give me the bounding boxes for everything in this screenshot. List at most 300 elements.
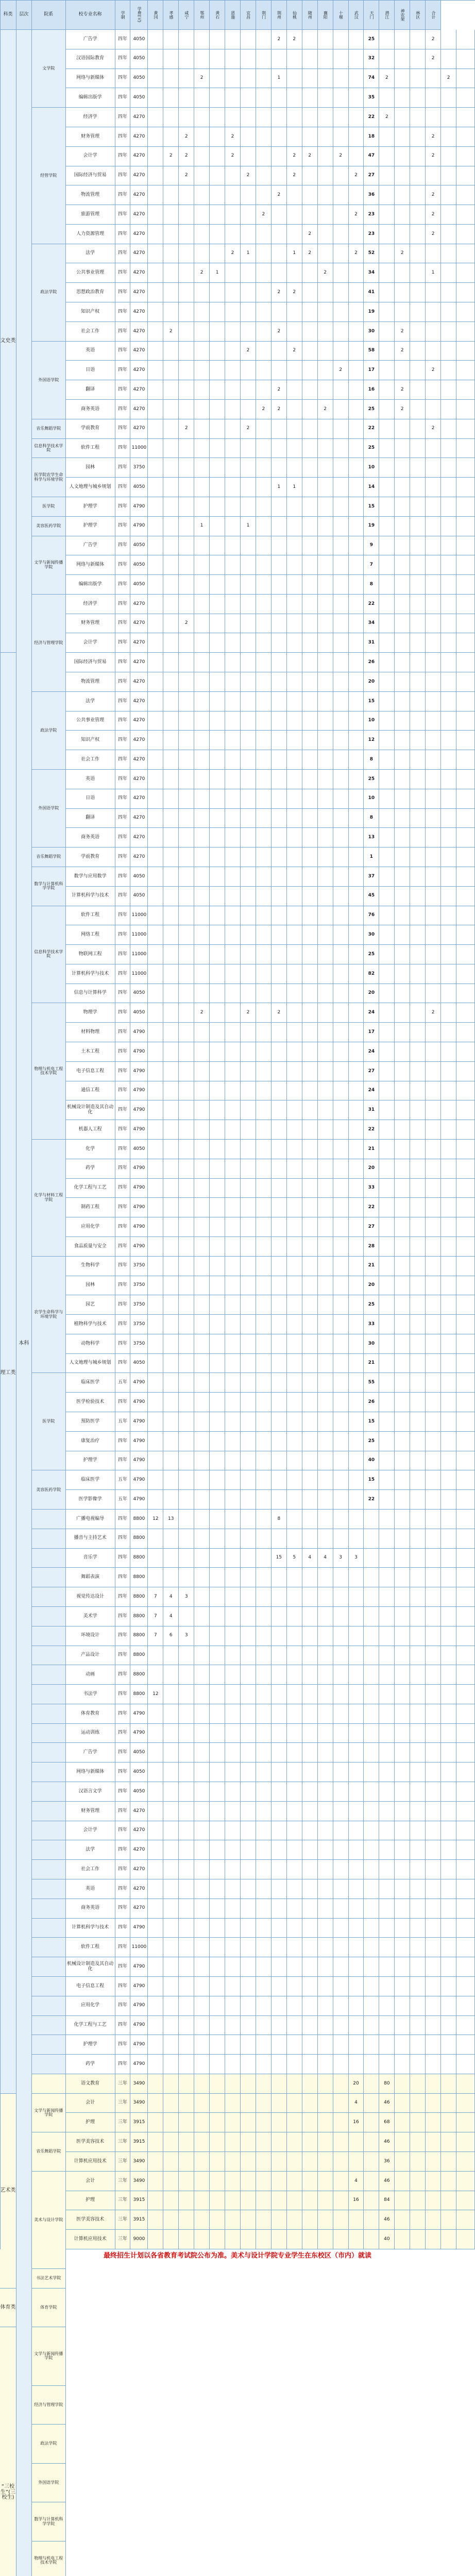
quota-cell xyxy=(395,789,410,809)
quota-cell xyxy=(256,1996,272,2016)
quota-cell xyxy=(333,770,349,789)
quota-cell xyxy=(349,809,364,828)
study-length: 四年 xyxy=(115,1782,131,1802)
quota-cell xyxy=(318,750,333,770)
quota-cell xyxy=(256,536,272,556)
quota-cell xyxy=(333,555,349,575)
study-length: 四年 xyxy=(115,1062,131,1081)
dept: 文学与新闻传播学院 xyxy=(32,536,66,595)
quota-cell xyxy=(241,1062,256,1081)
quota-cell xyxy=(426,1549,441,1568)
tuition-fee: 4270 xyxy=(130,322,148,342)
quota-cell xyxy=(441,925,456,945)
quota-cell xyxy=(179,2172,194,2191)
quota-cell xyxy=(163,1782,179,1802)
quota-cell xyxy=(426,1140,441,1159)
quota-cell xyxy=(163,1977,179,1996)
major-name: 人文地理与城乡规划 xyxy=(66,1354,115,1374)
quota-cell xyxy=(163,1470,179,1490)
quota-cell xyxy=(426,906,441,926)
study-length: 四年 xyxy=(115,809,131,828)
quota-cell xyxy=(241,361,256,380)
study-length: 四年 xyxy=(115,653,131,672)
quota-cell xyxy=(441,1295,456,1315)
quota-cell xyxy=(163,1062,179,1081)
quota-cell: 24 xyxy=(364,1042,379,1062)
quota-cell xyxy=(441,458,456,478)
tuition-fee: 4270 xyxy=(130,711,148,731)
major-name: 美术学 xyxy=(66,1607,115,1626)
quota-cell xyxy=(148,595,163,614)
quota-cell xyxy=(302,380,318,400)
quota-cell xyxy=(241,1295,256,1315)
quota-cell xyxy=(194,555,210,575)
quota-cell xyxy=(241,1607,256,1626)
dept-blank xyxy=(32,1977,66,1996)
major-name: 应用化学 xyxy=(66,1996,115,2016)
quota-cell: 17 xyxy=(364,361,379,380)
major-name: 园艺 xyxy=(66,1295,115,1315)
major-name: 计算机应用技术 xyxy=(66,2152,115,2172)
quota-cell xyxy=(441,2016,456,2036)
quota-cell xyxy=(241,1665,256,1685)
quota-cell xyxy=(456,322,475,342)
quota-cell xyxy=(256,828,272,848)
quota-cell xyxy=(194,1490,210,1510)
quota-cell xyxy=(456,1354,475,1374)
tuition-fee: 8800 xyxy=(130,1646,148,1666)
quota-cell: 30 xyxy=(364,322,379,342)
dept: 政法学院 xyxy=(32,2425,66,2464)
quota-cell xyxy=(287,1938,302,1957)
quota-cell xyxy=(163,1996,179,2016)
quota-cell: 2 xyxy=(318,400,333,419)
quota-cell xyxy=(225,263,241,283)
quota-cell xyxy=(287,1393,302,1412)
quota-cell xyxy=(441,1315,456,1334)
quota-cell xyxy=(287,1626,302,1646)
dept: 音乐舞蹈学院 xyxy=(32,848,66,867)
quota-cell xyxy=(379,2055,395,2074)
quota-cell xyxy=(272,1919,287,1938)
quota-cell xyxy=(456,555,475,575)
quota-cell xyxy=(302,419,318,439)
quota-cell xyxy=(379,1607,395,1626)
quota-cell xyxy=(272,575,287,595)
quota-cell xyxy=(287,672,302,692)
study-length: 四年 xyxy=(115,555,131,575)
quota-cell xyxy=(225,750,241,770)
quota-cell xyxy=(302,555,318,575)
quota-cell xyxy=(210,1646,225,1666)
quota-cell xyxy=(426,1451,441,1471)
quota-cell xyxy=(179,1646,194,1666)
quota-cell xyxy=(410,867,426,887)
quota-cell xyxy=(225,1782,241,1802)
quota-cell xyxy=(163,1938,179,1957)
tuition-fee: 3490 xyxy=(130,2152,148,2172)
quota-cell xyxy=(456,1977,475,1996)
quota-cell xyxy=(318,69,333,89)
quota-cell xyxy=(163,1003,179,1023)
quota-cell xyxy=(256,2055,272,2074)
quota-cell xyxy=(194,2191,210,2211)
quota-cell: 36 xyxy=(364,185,379,205)
quota-cell xyxy=(163,166,179,186)
quota-cell xyxy=(194,1023,210,1042)
quota-cell xyxy=(179,1217,194,1237)
quota-cell xyxy=(225,361,241,380)
study-length: 四年 xyxy=(115,1159,131,1179)
quota-cell xyxy=(410,1957,426,1977)
quota-cell xyxy=(410,1607,426,1626)
quota-cell xyxy=(241,1470,256,1490)
quota-cell xyxy=(456,1237,475,1257)
quota-cell xyxy=(287,1081,302,1101)
quota-cell xyxy=(302,731,318,750)
major-name: 商务英语 xyxy=(66,1899,115,1919)
quota-cell xyxy=(179,185,194,205)
study-length: 四年 xyxy=(115,770,131,789)
quota-cell xyxy=(410,2035,426,2055)
quota-cell xyxy=(333,458,349,478)
study-length: 四年 xyxy=(115,205,131,225)
quota-cell xyxy=(148,1295,163,1315)
quota-cell xyxy=(456,147,475,166)
quota-cell xyxy=(179,575,194,595)
quota-cell xyxy=(287,731,302,750)
quota-cell xyxy=(287,49,302,69)
quota-cell xyxy=(349,770,364,789)
quota-cell xyxy=(441,2152,456,2172)
major-name: 广播电视编导 xyxy=(66,1510,115,1529)
quota-cell xyxy=(456,1568,475,1587)
study-length: 四年 xyxy=(115,848,131,867)
quota-cell xyxy=(318,1023,333,1042)
study-length: 四年 xyxy=(115,1217,131,1237)
quota-cell xyxy=(241,88,256,108)
quota-cell xyxy=(379,1724,395,1743)
quota-cell xyxy=(163,2016,179,2036)
quota-cell xyxy=(333,1470,349,1490)
quota-cell xyxy=(179,2210,194,2230)
quota-cell xyxy=(426,750,441,770)
quota-cell xyxy=(426,517,441,536)
quota-cell: 33 xyxy=(364,1315,379,1334)
column-header: 宜昌 xyxy=(241,0,256,30)
quota-cell xyxy=(318,1529,333,1549)
quota-cell xyxy=(225,1840,241,1860)
quota-cell xyxy=(194,1315,210,1334)
quota-cell xyxy=(349,1042,364,1062)
quota-cell: 2 xyxy=(287,342,302,361)
quota-cell xyxy=(287,2016,302,2036)
quota-cell xyxy=(349,1140,364,1159)
study-length: 四年 xyxy=(115,1257,131,1276)
quota-cell xyxy=(395,633,410,653)
tuition-fee: 4790 xyxy=(130,1919,148,1938)
quota-cell xyxy=(318,1821,333,1841)
quota-cell: 21 xyxy=(364,1257,379,1276)
quota-cell xyxy=(287,2035,302,2055)
study-length: 四年 xyxy=(115,789,131,809)
quota-cell xyxy=(179,555,194,575)
quota-cell xyxy=(302,1100,318,1120)
tuition-fee: 3750 xyxy=(130,1315,148,1334)
quota-cell xyxy=(302,108,318,127)
dept: 美容医药学院 xyxy=(32,1470,66,1510)
quota-cell: 55 xyxy=(364,1373,379,1393)
quota-cell xyxy=(256,478,272,497)
quota-cell: 1 xyxy=(241,244,256,264)
quota-cell xyxy=(148,964,163,984)
quota-cell xyxy=(163,575,179,595)
dept: 物理与机电工程技术学院 xyxy=(32,1003,66,1140)
quota-cell xyxy=(395,848,410,867)
quota-cell xyxy=(179,2132,194,2152)
quota-cell xyxy=(426,497,441,517)
quota-cell xyxy=(287,653,302,672)
quota-cell xyxy=(349,906,364,926)
quota-cell xyxy=(333,517,349,536)
quota-cell xyxy=(210,1510,225,1529)
quota-cell xyxy=(179,789,194,809)
quota-cell xyxy=(287,984,302,1004)
quota-cell xyxy=(272,263,287,283)
tuition-fee: 8800 xyxy=(130,1568,148,1587)
quota-cell xyxy=(179,1802,194,1821)
quota-cell xyxy=(302,1003,318,1023)
quota-cell xyxy=(302,2132,318,2152)
quota-cell xyxy=(256,30,272,49)
quota-cell xyxy=(179,1179,194,1198)
quota-cell xyxy=(395,1899,410,1919)
quota-cell xyxy=(163,1081,179,1101)
dept: 信息科学技术学院 xyxy=(32,906,66,1004)
study-length: 四年 xyxy=(115,263,131,283)
quota-cell xyxy=(256,244,272,264)
quota-cell xyxy=(163,2035,179,2055)
quota-cell xyxy=(395,1607,410,1626)
quota-cell xyxy=(241,653,256,672)
quota-cell xyxy=(163,731,179,750)
quota-cell xyxy=(287,2113,302,2132)
quota-cell xyxy=(364,1938,379,1957)
quota-cell xyxy=(241,1373,256,1393)
quota-cell xyxy=(163,1412,179,1432)
quota-cell xyxy=(456,2210,475,2230)
quota-cell xyxy=(456,283,475,302)
quota-cell xyxy=(210,30,225,49)
quota-cell xyxy=(395,925,410,945)
major-name: 人力资源管理 xyxy=(66,225,115,244)
quota-cell xyxy=(163,1704,179,1724)
study-length: 三年 xyxy=(115,2152,131,2172)
quota-cell xyxy=(333,1568,349,1587)
quota-cell xyxy=(426,69,441,89)
quota-cell xyxy=(395,1470,410,1490)
quota-cell xyxy=(318,1568,333,1587)
quota-cell xyxy=(256,1081,272,1101)
quota-cell xyxy=(441,1529,456,1549)
quota-cell xyxy=(333,1802,349,1821)
quota-cell xyxy=(410,1198,426,1217)
quota-cell xyxy=(241,887,256,906)
quota-cell xyxy=(225,1257,241,1276)
quota-cell xyxy=(302,205,318,225)
quota-cell xyxy=(194,1938,210,1957)
quota-cell xyxy=(333,2055,349,2074)
quota-cell xyxy=(395,575,410,595)
quota-cell xyxy=(395,1100,410,1120)
quota-cell xyxy=(410,1276,426,1296)
quota-cell xyxy=(349,1490,364,1510)
quota-cell xyxy=(410,205,426,225)
quota-cell xyxy=(241,1977,256,1996)
quota-cell: 2 xyxy=(302,147,318,166)
quota-cell xyxy=(364,1665,379,1685)
quota-cell xyxy=(241,1549,256,1568)
quota-cell xyxy=(241,302,256,322)
quota-cell xyxy=(456,1393,475,1412)
quota-cell xyxy=(318,225,333,244)
quota-cell xyxy=(148,244,163,264)
quota-cell xyxy=(287,1821,302,1841)
quota-cell xyxy=(426,809,441,828)
quota-cell xyxy=(456,458,475,478)
quota-cell xyxy=(333,478,349,497)
quota-cell xyxy=(364,1762,379,1782)
quota-cell xyxy=(287,633,302,653)
major-name: 日语 xyxy=(66,361,115,380)
quota-cell: 13 xyxy=(163,1510,179,1529)
quota-cell: 2 xyxy=(287,30,302,49)
quota-cell xyxy=(287,828,302,848)
quota-cell xyxy=(349,1996,364,2016)
major-name: 护理 xyxy=(66,2113,115,2132)
quota-cell xyxy=(379,595,395,614)
quota-cell xyxy=(194,2230,210,2249)
quota-cell xyxy=(179,1354,194,1374)
quota-cell xyxy=(225,1919,241,1938)
quota-cell xyxy=(287,2055,302,2074)
quota-cell xyxy=(395,1860,410,1879)
quota-cell xyxy=(441,945,456,964)
quota-cell xyxy=(194,1373,210,1393)
quota-cell xyxy=(272,1802,287,1821)
quota-cell xyxy=(148,692,163,711)
quota-cell xyxy=(210,945,225,964)
quota-cell xyxy=(426,1334,441,1354)
quota-cell xyxy=(225,809,241,828)
quota-cell xyxy=(287,536,302,556)
quota-cell xyxy=(272,1257,287,1276)
quota-cell xyxy=(410,731,426,750)
quota-cell xyxy=(410,1899,426,1919)
quota-cell xyxy=(272,633,287,653)
quota-cell xyxy=(333,2230,349,2249)
quota-cell xyxy=(410,1373,426,1393)
quota-cell xyxy=(318,439,333,459)
major-name: 康复治疗 xyxy=(66,1432,115,1451)
quota-cell xyxy=(379,1646,395,1666)
quota-cell xyxy=(210,1919,225,1938)
quota-cell xyxy=(349,1295,364,1315)
tuition-fee: 4270 xyxy=(130,1879,148,1899)
quota-cell xyxy=(410,1140,426,1159)
quota-cell xyxy=(441,1724,456,1743)
quota-cell xyxy=(225,906,241,926)
quota-cell xyxy=(410,439,426,459)
quota-cell xyxy=(163,964,179,984)
quota-cell xyxy=(287,1840,302,1860)
quota-cell xyxy=(148,302,163,322)
quota-cell xyxy=(179,1568,194,1587)
quota-cell xyxy=(364,1646,379,1666)
quota-cell: 25 xyxy=(364,1432,379,1451)
tuition-fee: 4270 xyxy=(130,633,148,653)
quota-cell xyxy=(426,887,441,906)
quota-cell xyxy=(364,1996,379,2016)
quota-cell xyxy=(179,1003,194,1023)
study-length: 四年 xyxy=(115,49,131,69)
dept-blank xyxy=(32,1996,66,2016)
quota-cell xyxy=(241,906,256,926)
quota-cell xyxy=(379,1179,395,1198)
quota-cell xyxy=(426,711,441,731)
quota-cell xyxy=(349,127,364,147)
quota-cell xyxy=(241,1217,256,1237)
quota-cell xyxy=(395,1159,410,1179)
quota-cell xyxy=(379,1996,395,2016)
quota-cell xyxy=(210,711,225,731)
quota-cell xyxy=(379,770,395,789)
tuition-fee: 4270 xyxy=(130,809,148,828)
quota-cell xyxy=(272,1490,287,1510)
dept-blank xyxy=(32,1665,66,1685)
quota-cell xyxy=(163,848,179,867)
quota-cell xyxy=(225,1626,241,1646)
quota-cell xyxy=(379,1685,395,1704)
quota-cell xyxy=(179,925,194,945)
quota-cell xyxy=(225,1354,241,1374)
quota-cell xyxy=(349,283,364,302)
study-length: 四年 xyxy=(115,1510,131,1529)
quota-cell xyxy=(410,1470,426,1490)
quota-cell xyxy=(456,1470,475,1490)
quota-cell xyxy=(256,302,272,322)
quota-cell xyxy=(302,595,318,614)
quota-cell xyxy=(225,1081,241,1101)
quota-cell xyxy=(302,2191,318,2211)
quota-cell xyxy=(163,69,179,89)
quota-cell xyxy=(302,984,318,1004)
quota-cell xyxy=(272,2094,287,2113)
quota-cell xyxy=(225,1879,241,1899)
quota-cell xyxy=(379,1821,395,1841)
quota-cell xyxy=(241,1315,256,1334)
quota-cell xyxy=(349,1860,364,1879)
quota-cell xyxy=(179,731,194,750)
quota-cell: 1 xyxy=(364,848,379,867)
quota-cell xyxy=(410,458,426,478)
quota-cell xyxy=(441,1179,456,1198)
tuition-fee: 4790 xyxy=(130,1159,148,1179)
quota-cell xyxy=(333,1977,349,1996)
quota-cell xyxy=(272,2035,287,2055)
quota-cell: 2 xyxy=(426,147,441,166)
quota-cell xyxy=(256,1919,272,1938)
